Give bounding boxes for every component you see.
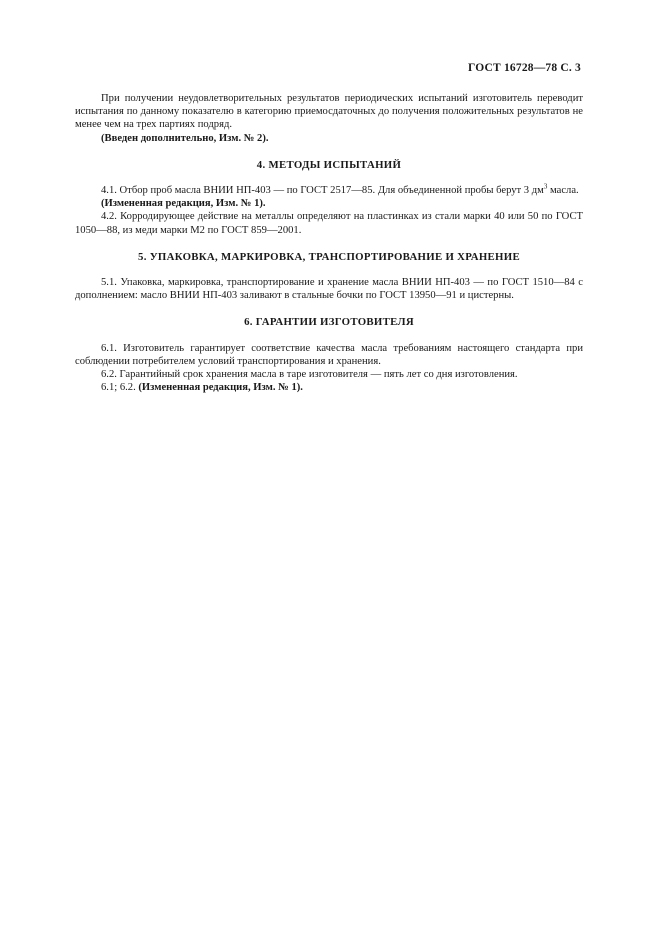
section-5-p1-text: 5.1. Упаковка, маркировка, транспортирование и хранение масла ВНИИ НП-403 — по ГОСТ 1510—84 с дополнением: масло ВНИИ НП-403 заливают в стальные бочки по ГОСТ 13950—91 и цистерны. (75, 277, 583, 302)
section-4-note (75, 197, 583, 210)
section-4-p1-tail: масла. (547, 185, 579, 197)
section-4-p1-text: 4.1. Отбор проб масла ВНИИ НП-403 — по ГОСТ 2517—85. Для объединенной пробы берут 3 дм (101, 185, 544, 197)
section-6-p1-text: 6.1. Изготовитель гарантирует соответствие качества масла требованиям настоящего стандарта при соблюдении потребителем условий транспортирования и хранения. (75, 342, 583, 367)
page-header: ГОСТ 16728—78 С. 3 (468, 62, 581, 74)
section-6-paragraph-2 (75, 368, 583, 381)
intro-note (75, 132, 583, 145)
intro-text: При получении неудовлетворительных результатов периодических испытаний изготовитель переводит испытания по данному показателю в категорию приемосдаточных до получения положительных результатов не менее чем на трех партиях подряд. (75, 93, 583, 131)
section-5-title: 5. УПАКОВКА, МАРКИРОВКА, ТРАНСПОРТИРОВАНИЕ И ХРАНЕНИЕ (138, 250, 520, 263)
section-4-paragraph-2 (75, 210, 583, 236)
section-6-p3-prefix: 6.1; 6.2. (101, 382, 139, 394)
section-4-paragraph-1 (75, 184, 583, 197)
section-6-p3-note: (Измененная редакция, Изм. № 1). (138, 382, 303, 394)
section-6-title: 6. ГАРАНТИИ ИЗГОТОВИТЕЛЯ (244, 316, 414, 329)
section-4-p2-text: 4.2. Корродирующее действие на металлы определяют на пластинках из стали марки 40 или 50 по ГОСТ 1050—88, из меди марки М2 по ГОСТ 859—2001. (75, 211, 583, 236)
section-6-paragraph-1 (75, 342, 583, 368)
document-body (75, 92, 583, 394)
section-4-title: 4. МЕТОДЫ ИСПЫТАНИЙ (256, 158, 402, 171)
intro-note-text: (Введен дополнительно, Изм. № 2). (101, 132, 269, 144)
section-5-paragraph-1 (75, 276, 583, 302)
intro-paragraph (75, 92, 583, 132)
section-4-note-text: (Измененная редакция, Изм. № 1). (101, 198, 266, 210)
section-6-p2-text: 6.2. Гарантийный срок хранения масла в таре изготовителя — пять лет со дня изготовления. (101, 369, 518, 381)
section-4-p1-superscript: 3 (543, 182, 548, 191)
section-6-paragraph-3 (75, 381, 583, 394)
